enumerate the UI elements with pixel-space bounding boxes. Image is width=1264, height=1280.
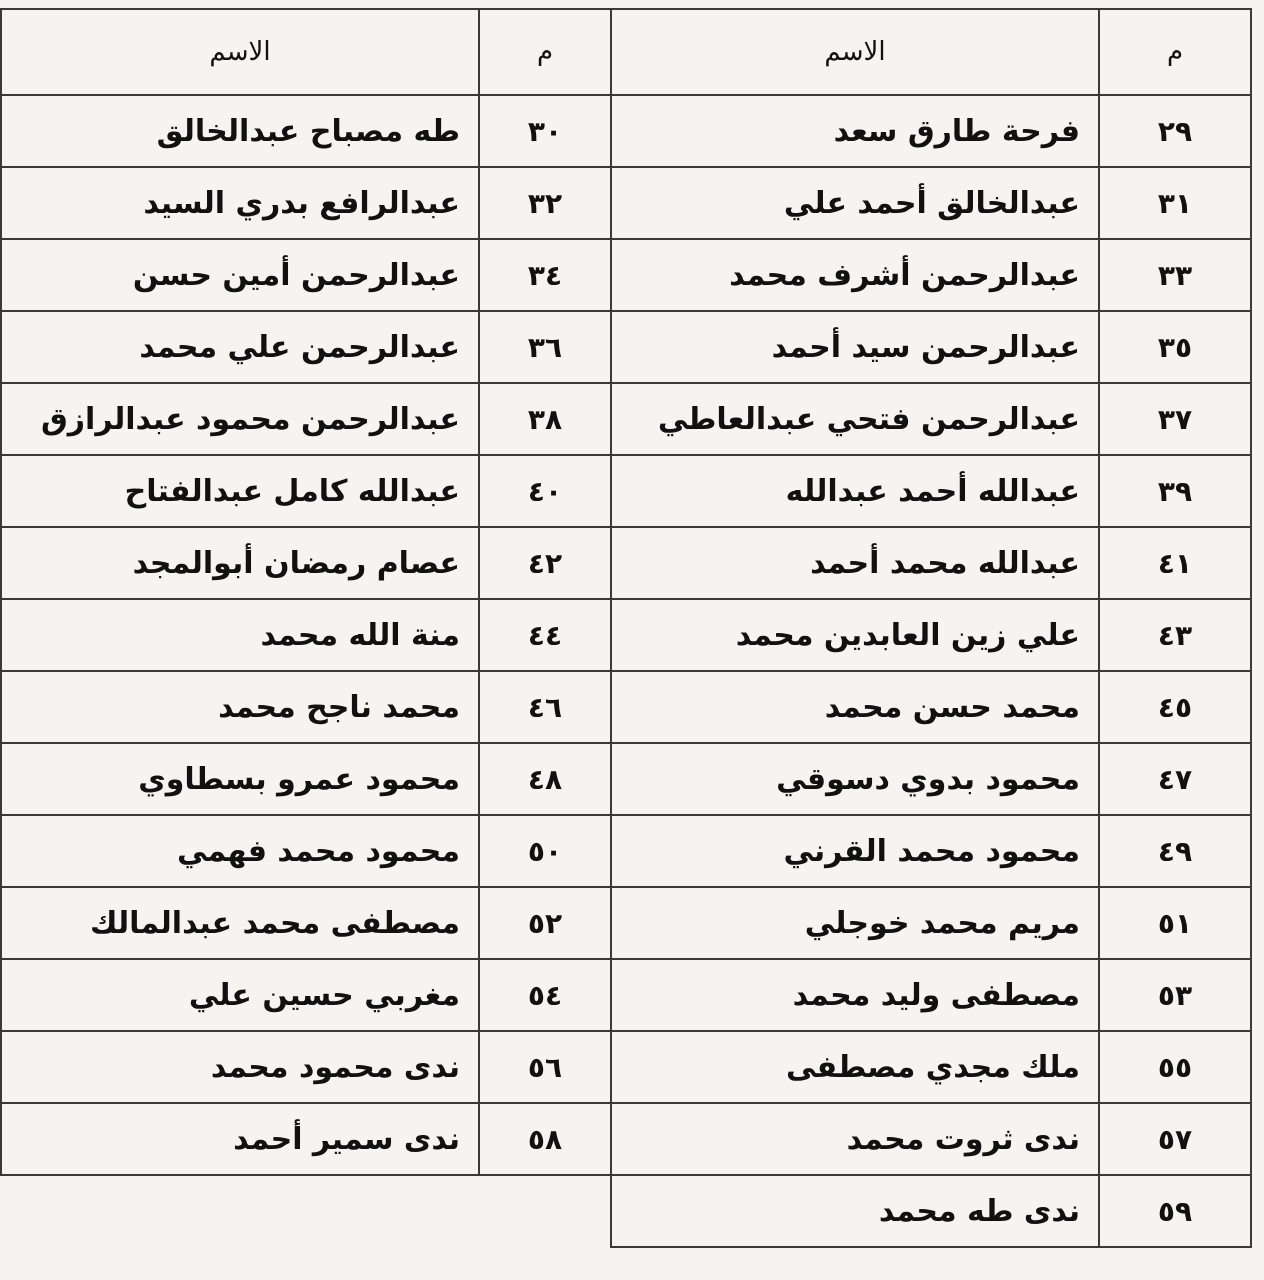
row-number-left: ٣٠ (479, 95, 611, 167)
row-number-right: ٤٥ (1099, 671, 1251, 743)
student-name-right: محمود محمد القرني (611, 815, 1099, 887)
row-number-left: ٥٠ (479, 815, 611, 887)
student-roster-table (0, 8, 1252, 1248)
student-name-left: مغربي حسين علي (1, 959, 479, 1031)
student-name-right: عبدالرحمن أشرف محمد (611, 239, 1099, 311)
student-name-right: محمود بدوي دسوقي (611, 743, 1099, 815)
row-number-left: ٥٨ (479, 1103, 611, 1175)
row-number-right: ٣٥ (1099, 311, 1251, 383)
row-number-right: ٤٧ (1099, 743, 1251, 815)
row-number-left: ٣٦ (479, 311, 611, 383)
student-name-right: عبدالرحمن سيد أحمد (611, 311, 1099, 383)
student-name-right: عبدالله محمد أحمد (611, 527, 1099, 599)
header-name-left: الاسم (1, 9, 479, 95)
table-row (1, 527, 1251, 599)
student-name-right: عبدالخالق أحمد علي (611, 167, 1099, 239)
row-number-right: ٢٩ (1099, 95, 1251, 167)
row-number-right: ٤٩ (1099, 815, 1251, 887)
table-row (1, 311, 1251, 383)
row-number-left: ٤٠ (479, 455, 611, 527)
student-name-left: عبدالرافع بدري السيد (1, 167, 479, 239)
row-number-right: ٥٩ (1099, 1175, 1251, 1247)
student-name-left: عبدالرحمن أمين حسن (1, 239, 479, 311)
row-number-left: ٣٨ (479, 383, 611, 455)
student-name-right: ندى طه محمد (611, 1175, 1099, 1247)
student-name-right: مريم محمد خوجلي (611, 887, 1099, 959)
table-row (1, 455, 1251, 527)
student-name-right: علي زين العابدين محمد (611, 599, 1099, 671)
row-number-left: ٥٦ (479, 1031, 611, 1103)
row-number-right: ٣٩ (1099, 455, 1251, 527)
row-number-left: ٤٤ (479, 599, 611, 671)
student-name-right: ملك مجدي مصطفى (611, 1031, 1099, 1103)
student-name-left: طه مصباح عبدالخالق (1, 95, 479, 167)
header-number-left: م (479, 9, 611, 95)
row-number-left: ٤٦ (479, 671, 611, 743)
student-name-left (1, 1175, 479, 1247)
row-number-right: ٣١ (1099, 167, 1251, 239)
table-row (1, 239, 1251, 311)
row-number-right: ٣٣ (1099, 239, 1251, 311)
table-row (1, 95, 1251, 167)
row-number-right: ٥٥ (1099, 1031, 1251, 1103)
student-name-left: محمود عمرو بسطاوي (1, 743, 479, 815)
row-number-right: ٤٣ (1099, 599, 1251, 671)
student-name-left: ندى سمير أحمد (1, 1103, 479, 1175)
student-name-left: عبدالله كامل عبدالفتاح (1, 455, 479, 527)
student-name-left: محمد ناجح محمد (1, 671, 479, 743)
student-name-left: عصام رمضان أبوالمجد (1, 527, 479, 599)
header-row (1, 9, 1251, 95)
row-number-left (479, 1175, 611, 1247)
row-number-right: ٣٧ (1099, 383, 1251, 455)
header-name-right: الاسم (611, 9, 1099, 95)
row-number-left: ٤٢ (479, 527, 611, 599)
student-name-right: ندى ثروت محمد (611, 1103, 1099, 1175)
student-name-left: منة الله محمد (1, 599, 479, 671)
row-number-right: ٥٧ (1099, 1103, 1251, 1175)
row-number-right: ٥٣ (1099, 959, 1251, 1031)
table-row (1, 1103, 1251, 1175)
table-row (1, 167, 1251, 239)
header-number-right: م (1099, 9, 1251, 95)
student-name-right: محمد حسن محمد (611, 671, 1099, 743)
student-name-left: مصطفى محمد عبدالمالك (1, 887, 479, 959)
student-name-left: عبدالرحمن محمود عبدالرازق (1, 383, 479, 455)
table-row (1, 383, 1251, 455)
table-row (1, 959, 1251, 1031)
table-row (1, 887, 1251, 959)
row-number-right: ٤١ (1099, 527, 1251, 599)
row-number-left: ٤٨ (479, 743, 611, 815)
table-row (1, 1031, 1251, 1103)
row-number-left: ٥٢ (479, 887, 611, 959)
student-name-left: عبدالرحمن علي محمد (1, 311, 479, 383)
table-row (1, 671, 1251, 743)
student-name-right: فرحة طارق سعد (611, 95, 1099, 167)
table-row (1, 815, 1251, 887)
student-name-left: ندى محمود محمد (1, 1031, 479, 1103)
student-name-right: مصطفى وليد محمد (611, 959, 1099, 1031)
student-name-right: عبدالله أحمد عبدالله (611, 455, 1099, 527)
row-number-left: ٣٤ (479, 239, 611, 311)
row-number-left: ٥٤ (479, 959, 611, 1031)
student-name-right: عبدالرحمن فتحي عبدالعاطي (611, 383, 1099, 455)
table-row (1, 1175, 1251, 1247)
row-number-right: ٥١ (1099, 887, 1251, 959)
row-number-left: ٣٢ (479, 167, 611, 239)
table-row (1, 599, 1251, 671)
student-name-left: محمود محمد فهمي (1, 815, 479, 887)
table-row (1, 743, 1251, 815)
